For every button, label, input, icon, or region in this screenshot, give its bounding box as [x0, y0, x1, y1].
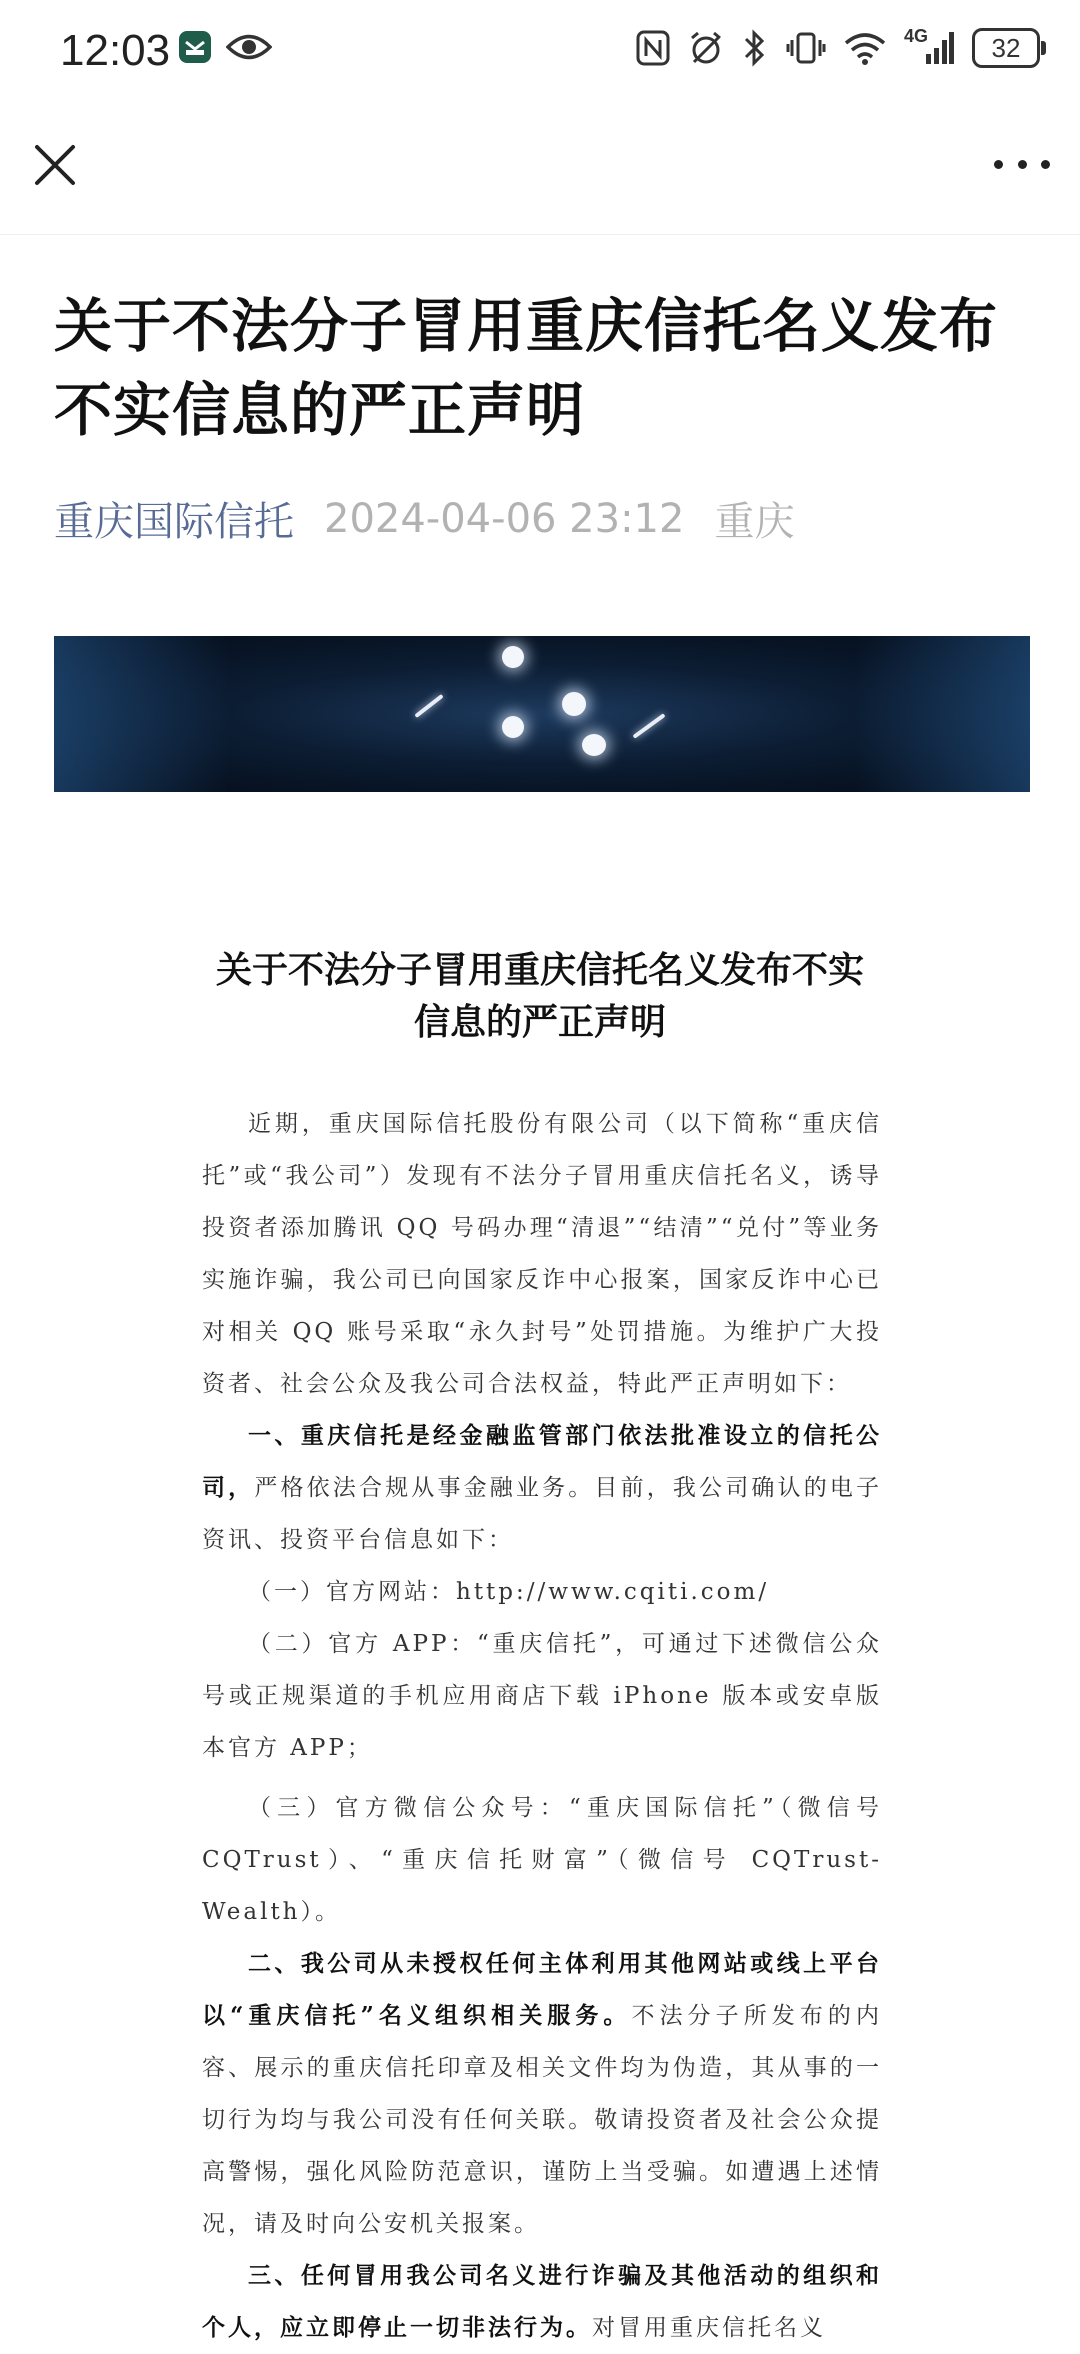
document-heading-line: 关于不法分子冒用重庆信托名义发布不实	[215, 949, 864, 991]
section-1	[202, 1410, 882, 1566]
eye-icon	[226, 32, 272, 62]
section-1-heading: 一、重庆信托是经金融监管部门依法批准设立的信托公司，	[202, 1422, 882, 1501]
article-author-link[interactable]: 重庆国际信托	[54, 499, 294, 545]
section-3	[202, 2250, 882, 2354]
document-heading-line: 信息的严正声明	[413, 1001, 666, 1043]
close-button[interactable]	[30, 140, 80, 190]
section-1-item-1: （一）官方网站：http://www.cqiti.com/	[248, 1579, 770, 1605]
section-2-text: 不法分子所发布的内容、展示的重庆信托印章及相关文件均为伪造，其从事的一切行为均与我公司没有任何关联。敬请投资者及社会公众提高警惕，强化风险防范意识，谨防上当受骗。如遭遇上述情况，请及时向公安机关报案。	[202, 2003, 882, 2237]
top-nav-bar	[0, 104, 1080, 235]
document-heading	[150, 944, 930, 1048]
more-icon-dot	[1041, 160, 1050, 169]
wifi-icon	[844, 31, 886, 65]
close-icon	[30, 140, 80, 190]
document-body	[202, 1098, 882, 2354]
status-time: 12:03	[60, 26, 171, 75]
article-title: 关于不法分子冒用重庆信托名义发布不实信息的严正声明	[54, 292, 999, 444]
more-icon-dot	[1018, 160, 1027, 169]
vibrate-icon	[786, 30, 826, 66]
section-2	[202, 1938, 882, 2250]
section-1-text: 严格依法合规从事金融业务。目前，我公司确认的电子资讯、投资平台信息如下：	[202, 1475, 883, 1553]
more-icon-dot	[994, 160, 1003, 169]
section-1-item-2: （二）官方 APP：“重庆信托”，可通过下述微信公众号或正规渠道的手机应用商店下载 iPhone 版本或安卓版本官方 APP；	[202, 1631, 882, 1761]
banner-light-orb	[502, 716, 524, 738]
bluetooth-icon	[742, 29, 768, 67]
article-date: 2024-04-06 23:12	[324, 495, 685, 542]
app-notification-icon	[178, 30, 212, 64]
more-options-button[interactable]	[994, 154, 1050, 174]
nfc-icon	[636, 30, 670, 66]
status-bar	[0, 0, 1080, 104]
section-3-heading: 三、任何冒用我公司名义进行诈骗及其他活动的组织和个人，应立即停止一切非法行为。	[202, 2262, 882, 2341]
network-type: 4G	[904, 26, 929, 46]
status-left-icons	[178, 30, 272, 64]
cellular-signal	[904, 26, 954, 66]
section-3-text: 对冒用重庆信托名义	[592, 2315, 826, 2341]
battery-indicator	[972, 28, 1040, 68]
battery-level: 32	[991, 32, 1021, 63]
banner-light-orb	[562, 692, 586, 716]
section-2-heading: 二、我公司从未授权任何主体利用其他网站或线上平台以“重庆信托”名义组织相关服务。	[202, 1950, 882, 2029]
banner-light-orb	[582, 734, 606, 756]
signal-bars-icon	[904, 30, 954, 66]
section-1-item-3: （三）官方微信公众号：“重庆国际信托”（微信号 CQTrust）、“重庆信托财富”（微信号 CQTrust-Wealth）。	[202, 1795, 882, 1925]
article-location: 重庆	[714, 499, 795, 545]
article-meta	[54, 490, 794, 547]
status-right-icons	[636, 28, 1040, 68]
alarm-off-icon	[688, 30, 724, 66]
banner-light-rays	[54, 636, 1030, 792]
article-banner-image	[54, 636, 1030, 792]
paragraph-intro: 近期，重庆国际信托股份有限公司（以下简称“重庆信托”或“我公司”）发现有不法分子冒用重庆信托名义，诱导投资者添加腾讯 QQ 号码办理“清退”“结清”“兑付”等业务实施诈骗，我公司已向国家反诈中心报案，国家反诈中心已对相关 QQ 账号采取“永久封号”处罚措施。为维护广大投资者、社会公众及我公司合法权益，特此严正声明如下：	[202, 1111, 882, 1397]
